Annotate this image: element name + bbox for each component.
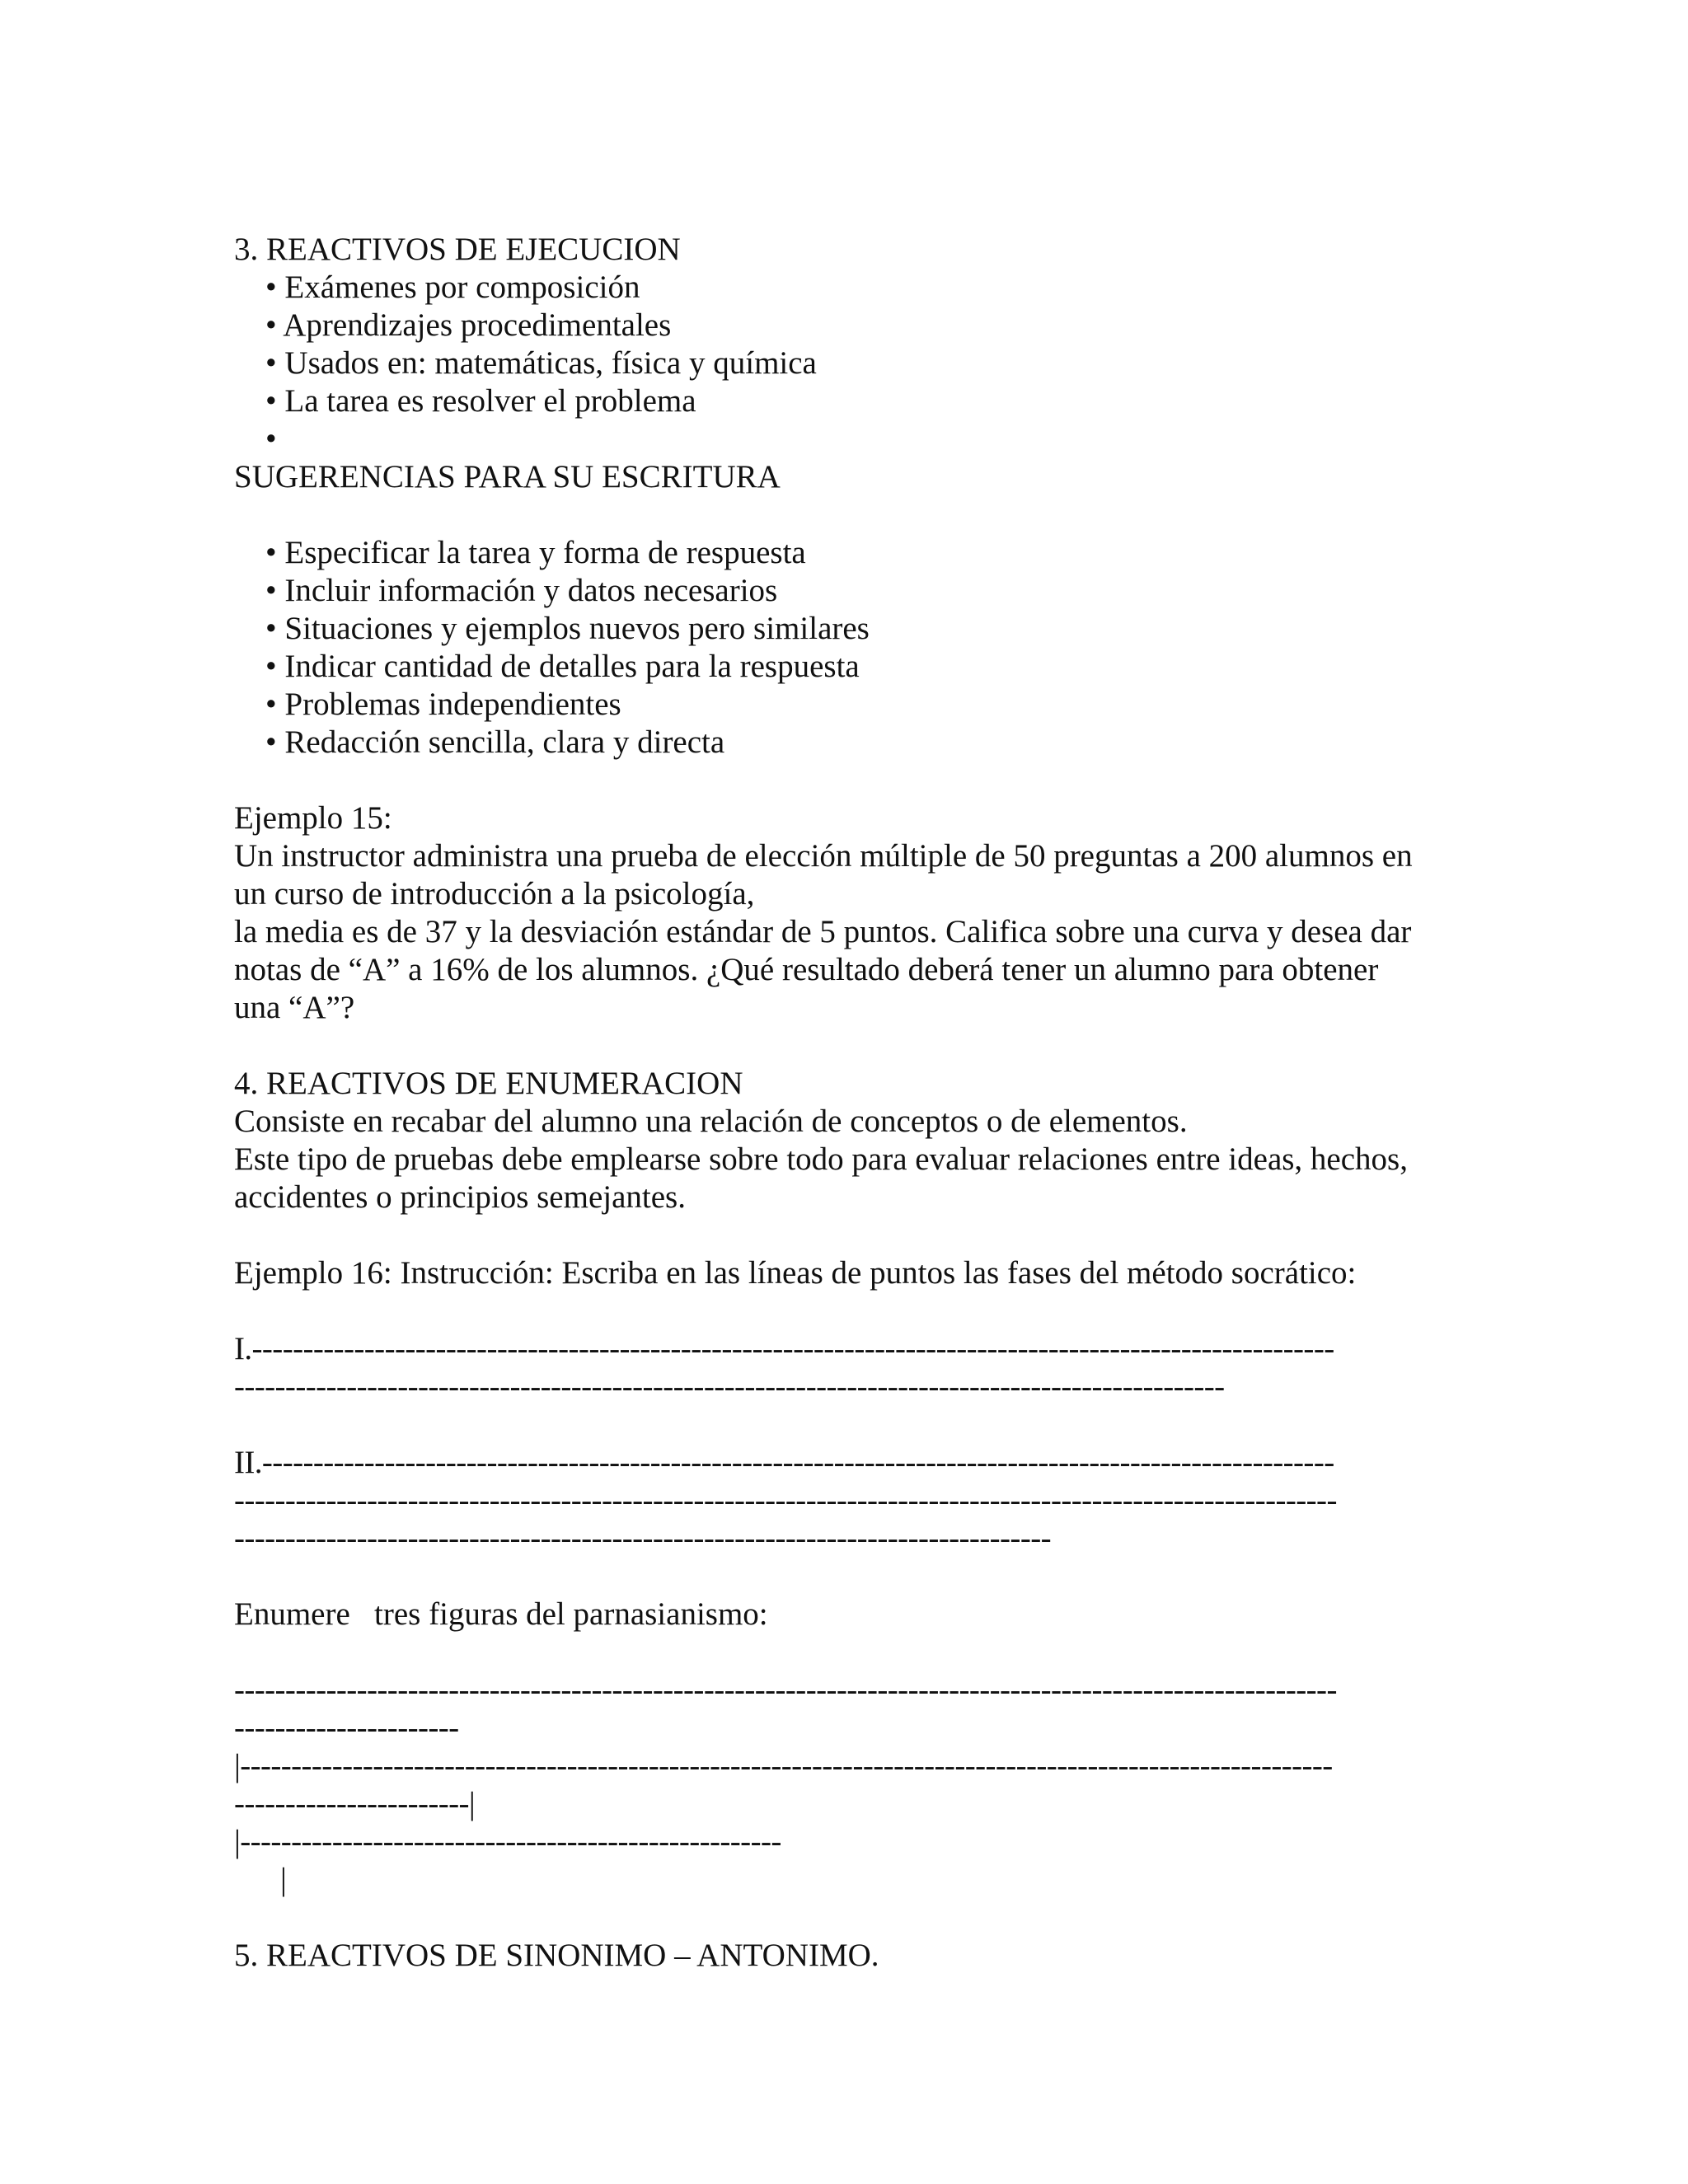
answer-line: ---------------------- xyxy=(234,1710,459,1746)
suggestions-heading: SUGERENCIAS PARA SU ESCRITURA xyxy=(234,459,781,494)
section-3-heading: 3. REACTIVOS DE EJECUCION xyxy=(234,232,681,267)
answer-line-II: -------------------------------------------------------------------------------- xyxy=(234,1521,1051,1556)
list-item: • Problemas independientes xyxy=(265,687,621,722)
answer-line-I: ------------------------------------------------------------------------------------------------- xyxy=(234,1369,1225,1404)
example-16-instruction: Ejemplo 16: Instrucción: Escriba en las líneas de puntos las fases del método socrático: xyxy=(234,1255,1357,1291)
list-item: • xyxy=(265,421,277,457)
list-item: • La tarea es resolver el problema xyxy=(265,383,696,419)
example-15-label: Ejemplo 15: xyxy=(234,800,392,836)
answer-line: | xyxy=(280,1862,287,1897)
list-item: • Exámenes por composición xyxy=(265,269,640,305)
list-item: • Situaciones y ejemplos nuevos pero similares xyxy=(265,611,870,646)
paragraph-line: un curso de introducción a la psicología, xyxy=(234,876,755,912)
list-item: • Redacción sencilla, clara y directa xyxy=(265,724,725,760)
section-5-heading: 5. REACTIVOS DE SINONIMO – ANTONIMO. xyxy=(234,1938,879,1973)
answer-line: |----------------------------------------------------------------------------------------------------------- xyxy=(234,1748,1333,1783)
answer-line-II: II.--------------------------------------------------------------------------------------------------------- xyxy=(234,1445,1334,1480)
answer-line: |----------------------------------------------------- xyxy=(234,1824,781,1859)
paragraph-line: una “A”? xyxy=(234,990,355,1025)
section-4-heading: 4. REACTIVOS DE ENUMERACION xyxy=(234,1066,743,1101)
answer-line-II: ------------------------------------------------------------------------------------------------------------ xyxy=(234,1483,1337,1518)
enumerate-prompt: Enumere tres figuras del parnasianismo: xyxy=(234,1596,768,1632)
paragraph-line: accidentes o principios semejantes. xyxy=(234,1179,686,1215)
list-item: • Incluir información y datos necesarios xyxy=(265,573,778,608)
answer-line: ------------------------------------------------------------------------------------------------------------ xyxy=(234,1672,1337,1708)
answer-line: -----------------------| xyxy=(234,1786,476,1821)
answer-line-I: I.---------------------------------------------------------------------------------------------------------- xyxy=(234,1331,1334,1366)
list-item: • Especificar la tarea y forma de respuesta xyxy=(265,535,806,570)
paragraph-line: Este tipo de pruebas debe emplearse sobre todo para evaluar relaciones entre ideas, hechos, xyxy=(234,1141,1408,1177)
paragraph-line: la media es de 37 y la desviación estándar de 5 puntos. Califica sobre una curva y desea dar xyxy=(234,914,1412,949)
paragraph-line: Un instructor administra una prueba de elección múltiple de 50 preguntas a 200 alumnos en xyxy=(234,838,1413,874)
list-item: • Usados en: matemáticas, física y química xyxy=(265,345,817,381)
list-item: • Indicar cantidad de detalles para la respuesta xyxy=(265,649,860,684)
list-item: • Aprendizajes procedimentales xyxy=(265,307,672,343)
paragraph-line: notas de “A” a 16% de los alumnos. ¿Qué resultado deberá tener un alumno para obtener xyxy=(234,952,1379,987)
paragraph-line: Consiste en recabar del alumno una relación de conceptos o de elementos. xyxy=(234,1104,1188,1139)
